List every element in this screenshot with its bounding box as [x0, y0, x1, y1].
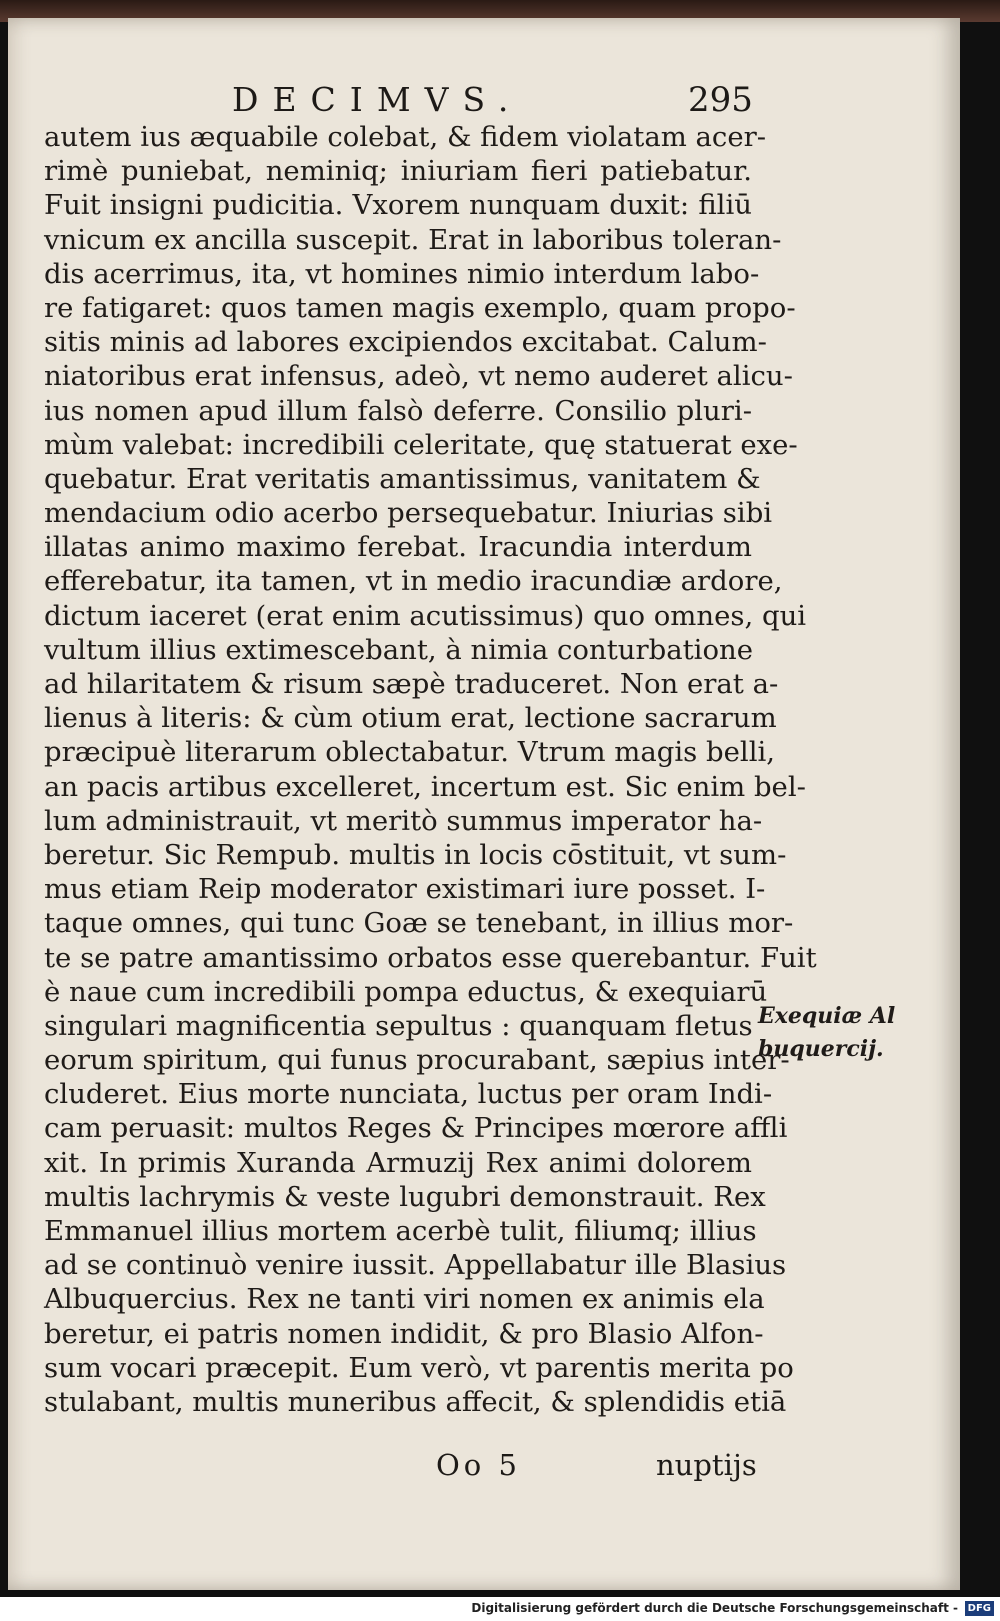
- text-line: taque omnes, qui tunc Goæ se tenebant, in illius mor-: [44, 907, 794, 940]
- text-line: vnicum ex ancilla suscepit. Erat in laboribus toleran-: [44, 223, 782, 256]
- text-line: sitis minis ad labores excipiendos excitabat. Calum-: [44, 326, 767, 359]
- text-line: te se patre amantissimo orbatos esse querebantur. Fuit: [44, 941, 817, 974]
- text-line: præcipuè literarum oblectabatur. Vtrum magis belli,: [44, 736, 776, 769]
- text-line: rimè puniebat, neminiq; iniuriam fieri patiebatur.: [44, 155, 752, 188]
- text-line: mùm valebat: incredibili celeritate, quę statuerat exe-: [44, 428, 798, 461]
- body-text: [44, 120, 817, 1419]
- text-line: lienus à literis: & cùm otium erat, lectione sacrarum: [44, 702, 777, 735]
- text-line: quebatur. Erat veritatis amantissimus, vanitatem &: [44, 462, 761, 495]
- signature-mark: Oo 5: [436, 1448, 521, 1482]
- running-head: DECIMVS.: [232, 80, 523, 119]
- text-line: eorum spiritum, qui funus procurabant, sæpius inter-: [44, 1044, 790, 1077]
- text-line: efferebatur, ita tamen, vt in medio iracundiæ ardore,: [44, 565, 783, 598]
- text-line: singulari magnificentia sepultus : quanquam fletus: [44, 1009, 753, 1042]
- text-line: autem ius æquabile colebat, & fidem violatam acer-: [44, 121, 767, 153]
- text-line: an pacis artibus excelleret, incertum est. Sic enim bel-: [44, 770, 806, 803]
- text-line: niatoribus erat infensus, adeò, vt nemo auderet alicu-: [44, 360, 793, 393]
- page-number: 295: [688, 80, 753, 120]
- text-line: vultum illius extimescebant, à nimia conturbatione: [44, 633, 753, 666]
- text-line: Emmanuel illius mortem acerbè tulit, filiumq; illius: [44, 1215, 757, 1247]
- margin-note-line: buquercij.: [758, 1036, 884, 1062]
- text-line: cam peruasit: multos Reges & Principes mœrore affli: [44, 1112, 788, 1145]
- margin-note: [758, 1000, 898, 1066]
- text-line: beretur, ei patris nomen indidit, & pro Blasio Alfon-: [44, 1317, 764, 1350]
- text-line: mus etiam Reip moderator existimari iure posset. I-: [44, 873, 766, 906]
- text-line: Albuquercius. Rex ne tanti viri nomen ex animis ela: [44, 1283, 765, 1316]
- text-line: è naue cum incredibili pompa eductus, & exequiarū: [44, 975, 768, 1008]
- dfg-logo: DFG: [965, 1601, 994, 1616]
- funding-credit: Digitalisierung gefördert durch die Deutsche Forschungsgemeinschaft -: [471, 1601, 958, 1615]
- text-line: xit. In primis Xuranda Armuzij Rex animi dolorem: [44, 1146, 752, 1179]
- text-line: ad hilaritatem & risum sæpè traduceret. Non erat a-: [44, 668, 779, 700]
- text-line: dictum iaceret (erat enim acutissimus) quo omnes, qui: [44, 599, 807, 632]
- text-line: ad se continuò venire iussit. Appellabatur ille Blasius: [44, 1249, 787, 1282]
- text-line: ius nomen apud illum falsò deferre. Consilio pluri-: [44, 394, 752, 427]
- text-line: illatas animo maximo ferebat. Iracundia interdum: [44, 531, 752, 564]
- text-line: stulabant, multis muneribus affecit, & splendidis etiā: [44, 1385, 787, 1418]
- text-line: cluderet. Eius morte nunciata, luctus per oram Indi-: [44, 1078, 773, 1111]
- text-line: beretur. Sic Rempub. multis in locis cōstituit, vt sum-: [44, 838, 787, 871]
- text-line: mendacium odio acerbo persequebatur. Iniurias sibi: [44, 497, 773, 530]
- text-line: Fuit insigni pudicitia. Vxorem nunquam duxit: filiū: [44, 189, 752, 222]
- margin-note-line: Exequiæ Al: [758, 1003, 896, 1029]
- text-line: lum administrauit, vt meritò summus imperator ha-: [44, 804, 763, 837]
- text-line: multis lachrymis & veste lugubri demonstrauit. Rex: [44, 1180, 766, 1213]
- text-line: sum vocari præcepit. Eum verò, vt parentis merita po: [44, 1351, 794, 1384]
- text-line: re fatigaret: quos tamen magis exemplo, quam propo-: [44, 291, 796, 324]
- catchword: nuptijs: [656, 1448, 757, 1482]
- text-line: dis acerrimus, ita, vt homines nimio interdum labo-: [44, 257, 760, 290]
